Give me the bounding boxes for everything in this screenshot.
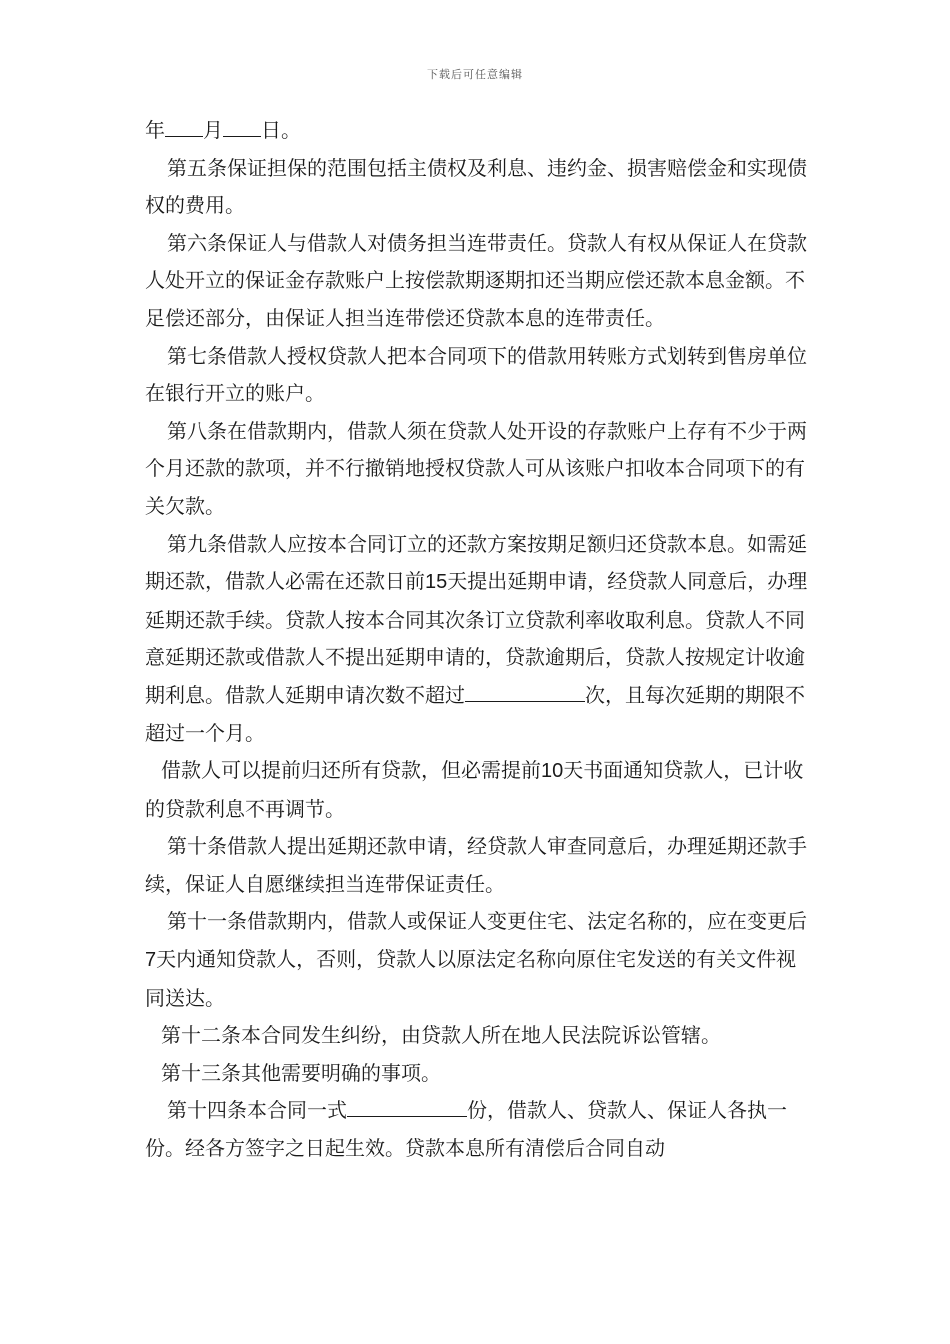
article-12: 第十二条本合同发生纠纷，由贷款人所在地人民法院诉讼管辖。 [161,1023,721,1048]
article-14-text-a: 第十四条本合同一式 [167,1098,347,1123]
article-11-days: 7 [145,949,157,972]
article-9 [145,526,813,753]
copies-count-blank [347,1098,467,1117]
article-14-text-b: 份，借款人、贷款人、保证人各执一份。经各方签字之日起生效。贷款本息所有清偿后合同自动 [145,1098,787,1161]
article-11-text-b: 天内通知贷款人，否则，贷款人以原法定名称向原住宅发送的有关文件视同送达。 [145,947,797,1010]
article-9-days: 15 [425,571,448,594]
month-blank [165,118,203,137]
article-8: 第八条在借款期内，借款人须在贷款人处开设的存款账户上存有不少于两个月还款的款项，并不行撤销地授权贷款人可从该账户扣收本合同项下的有关欠款。 [145,418,807,518]
article-13: 第十三条其他需要明确的事项。 [161,1060,441,1085]
prepay-text-a: 借款人可以提前归还所有贷款，但必需提前 [161,758,541,783]
contract-body [145,112,813,1168]
prepay-days: 10 [541,760,564,783]
article-14 [145,1092,813,1167]
date-line [145,112,813,150]
article-9-text-a: 第九条借款人应按本合同订立的还款方案按期足额归还贷款本息。如需延期还款，借款人必需在还款日前 [145,531,807,594]
prepayment-clause [145,752,813,828]
article-5: 第五条保证担保的范围包括主债权及利息、违约金、损害赔偿金和实现债权的费用。 [145,155,807,218]
article-6: 第六条保证人与借款人对债务担当连带责任。贷款人有权从保证人在贷款人处开立的保证金存款账户上按偿款期逐期扣还当期应偿还款本息金额。不足偿还部分，由保证人担当连带偿还贷款本息的连带责任。 [145,230,807,330]
article-7: 第七条借款人授权贷款人把本合同项下的借款用转账方式划转到售房单位在银行开立的账户。 [145,343,807,406]
year-label: 年 [145,118,165,142]
day-label: 日。 [261,118,301,142]
prepay-text-b: 天书面通知贷款人，已计收的贷款利息不再调节。 [145,758,804,821]
article-10: 第十条借款人提出延期还款申请，经贷款人审查同意后，办理延期还款手续，保证人自愿继续担当连带保证责任。 [145,834,807,896]
month-label: 月 [203,118,223,142]
article-9-text-b: 天提出延期申请，经贷款人同意后，办理延期还款手续。贷款人按本合同其次条订立贷款利率收取利息。贷款人不同意延期还款或借款人不提出延期申请的，贷款逾期后，贷款人按规定计收逾期利息。借款人延期申请次数不超过 [145,569,808,707]
article-11 [145,903,813,1017]
page-header: 下载后可任意编辑 [427,68,523,81]
day-blank [223,118,261,137]
article-9-text-c: 次，且每次延期的期限不超过一个月。 [145,682,805,745]
article-11-text-a: 第十一条借款期内，借款人或保证人变更住宅、法定名称的，应在变更后 [167,909,807,934]
extension-count-blank [465,683,585,702]
